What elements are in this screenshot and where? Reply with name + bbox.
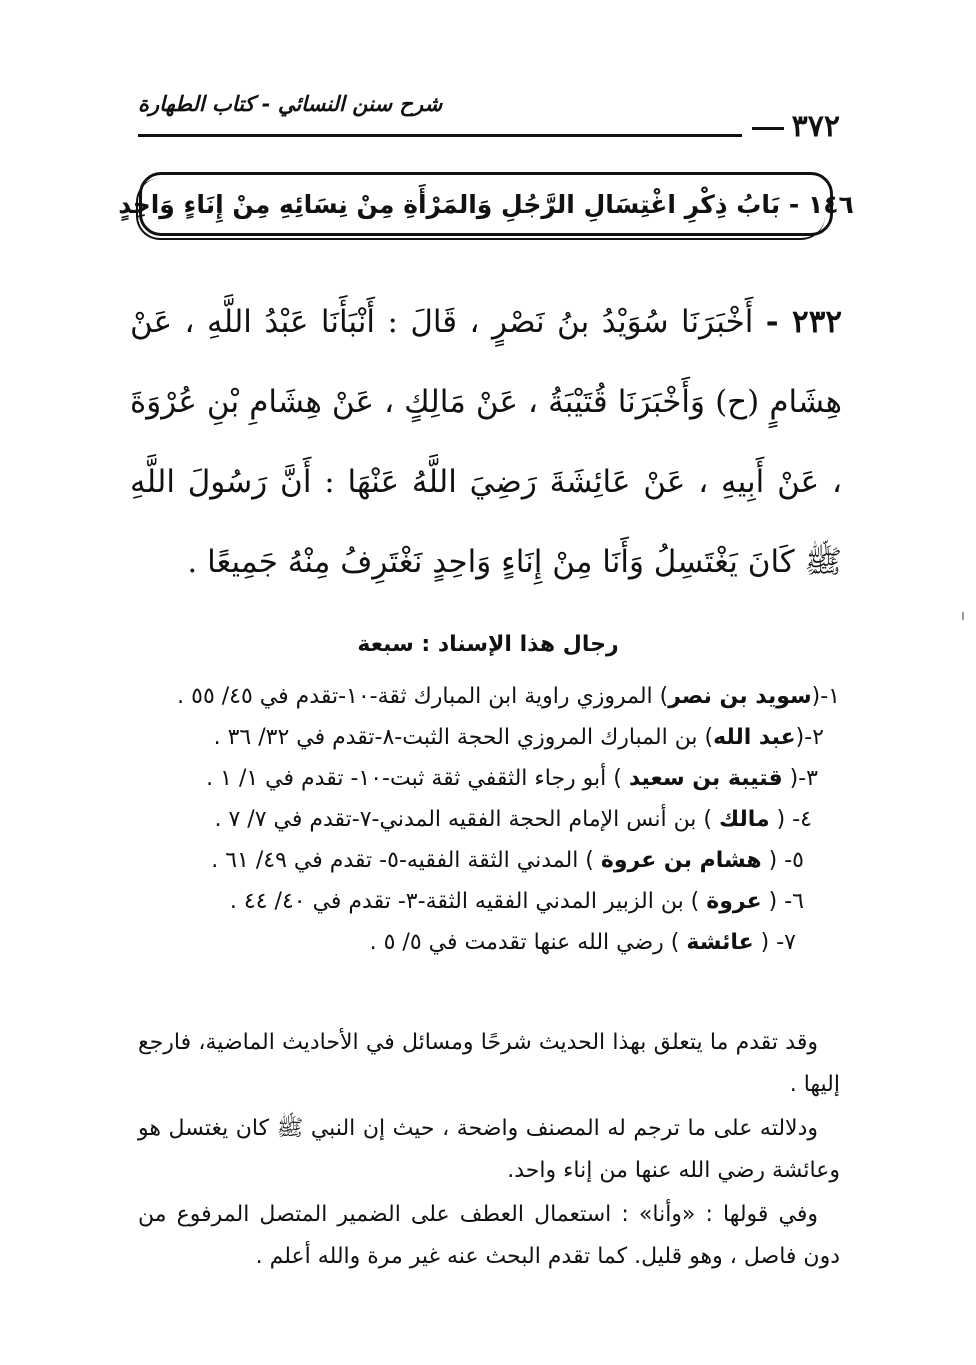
- narrator-prefix: ١-(: [811, 684, 840, 709]
- narrator-item: [138, 717, 840, 758]
- narrator-prefix: ٧- (: [753, 930, 796, 955]
- narrator-name: عبد الله: [713, 725, 796, 750]
- running-title: شرح سنن النسائي - كتاب الطهارة: [138, 92, 443, 116]
- narrator-name: قتيبة بن سعيد: [628, 766, 783, 791]
- narrator-name: عروة: [706, 889, 762, 914]
- chapter-heading-box: [118, 172, 854, 236]
- commentary-paragraph: وقد تقدم ما يتعلق بهذا الحديث شرحًا ومسائل في الأحاديث الماضية، فارجع إليها .: [138, 1030, 840, 1097]
- hadith-text-block: [130, 282, 842, 602]
- hadith-text: أَخْبَرَنَا سُوَيْدُ بنُ نَصْرٍ ، قَالَ : أَنْبَأَنَا عَبْدُ اللَّهِ ، عَنْ هِشَامٍ (ح) وَأَخْبَرَنَا قُتَيْبَةُ ، عَنْ مَالِكٍ ، عَنْ هِشَامِ بْنِ عُرْوَةَ ، عَنْ أَبِيهِ ، عَنْ عَائِشَةَ رَضِيَ اللَّهُ عَنْهَا : أَنَّ رَسُولَ اللَّهِ ﷺ كَانَ يَغْتَسِلُ وَأَنَا مِنْ إِنَاءٍ وَاحِدٍ نَغْتَرِفُ مِنْهُ جَمِيعًا .: [130, 304, 842, 580]
- narrator-detail: ) المدني الثقة الفقيه-٥- تقدم في ٤٩/ ٦١ .: [211, 848, 601, 873]
- narrator-prefix: ٥- (: [761, 848, 804, 873]
- page-number: ٣٧٢: [742, 112, 840, 142]
- narrator-prefix: ٤- (: [769, 807, 812, 832]
- narrator-item: [138, 758, 840, 799]
- narrator-item: [138, 799, 840, 840]
- running-header: [138, 84, 840, 144]
- narrator-name: سويد بن نصر: [668, 684, 812, 709]
- chapter-title: ١٤٦ - بَابُ ذِكْرِ اغْتِسَالِ الرَّجُلِ وَالمَرْأَةِ مِنْ نِسَائِهِ مِنْ إِنَاءٍ وَاحِدٍ: [118, 189, 854, 219]
- commentary-block: [138, 1022, 840, 1280]
- hadith-paragraph: [130, 282, 842, 602]
- commentary-paragraph: وفي قولها : «وأنا» : استعمال العطف على الضمير المتصل المرفوع من دون فاصل ، وهو قليل. كما تقدم البحث عنه غير مرة والله أعلم .: [138, 1202, 840, 1269]
- narrator-item: [138, 881, 840, 922]
- narrator-item: [138, 922, 840, 963]
- narrator-name: عائشة: [686, 930, 754, 955]
- narrator-prefix: ٢-(: [795, 725, 824, 750]
- narrator-detail: ) رضي الله عنها تقدمت في ٥/ ٥ .: [369, 930, 687, 955]
- narrators-list: [138, 676, 840, 963]
- narrator-detail: ) بن الزبير المدني الفقيه الثقة-٣- تقدم في ٤٠/ ٤٤ .: [229, 889, 707, 914]
- commentary-paragraph: ودلالته على ما ترجم له المصنف واضحة ، حيث إن النبي ﷺ كان يغتسل هو وعائشة رضي الله عنها من إناء واحد.: [138, 1116, 840, 1183]
- narrator-detail: ) بن أنس الإمام الحجة الفقيه المدني-٧-تقدم في ٧/ ٧ .: [214, 807, 720, 832]
- hadith-number: ٢٣٢ -: [765, 304, 842, 340]
- narrator-prefix: ٦- (: [761, 889, 804, 914]
- narrator-name: هشام بن عروة: [600, 848, 762, 873]
- narrator-detail: ) بن المبارك المروزي الحجة الثبت-٨-تقدم في ٣٢/ ٣٦ .: [213, 725, 714, 750]
- narrator-item: [138, 840, 840, 881]
- scan-speck: [962, 612, 964, 620]
- narrator-detail: ) أبو رجاء الثقفي ثقة ثبت-١٠- تقدم في ١/ ١ .: [206, 766, 629, 791]
- narrator-name: مالك: [719, 807, 770, 832]
- narrator-item: [138, 676, 840, 717]
- narrator-prefix: ٣-(: [782, 766, 818, 791]
- narrators-heading: رجال هذا الإسناد : سبعة: [357, 632, 619, 657]
- narrator-detail: ) المروزي راوية ابن المبارك ثقة-١٠-تقدم في ٤٥/ ٥٥ .: [177, 684, 669, 709]
